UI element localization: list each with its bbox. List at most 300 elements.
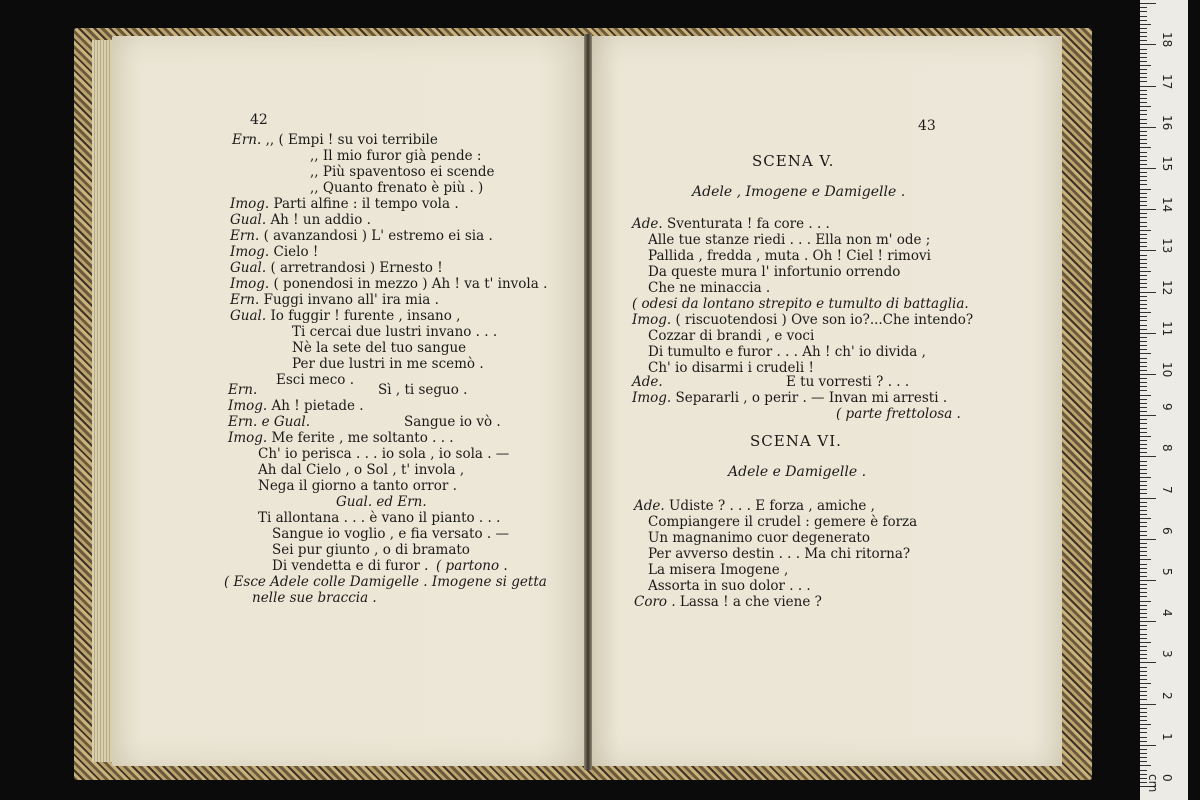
ruler-tick (1140, 320, 1147, 321)
line-text: Ah ! un addio . (270, 212, 371, 228)
ruler-tick (1140, 683, 1151, 684)
line-text: ( riscuotendosi ) Ove son io?...Che intendo? (675, 312, 974, 328)
ruler-tick (1140, 222, 1147, 223)
verse-line (634, 594, 822, 610)
ruler-tick (1140, 312, 1151, 313)
verse-line (310, 180, 483, 196)
ruler-tick (1140, 625, 1147, 626)
ruler-label: 9 (1160, 403, 1174, 411)
ruler-tick (1140, 568, 1147, 569)
verse-line (648, 280, 770, 296)
line-text: ( arretrandosi ) Ernesto ! (270, 260, 443, 276)
ruler-tick (1140, 498, 1156, 499)
ruler-tick (1140, 32, 1147, 33)
ruler-tick (1140, 465, 1147, 466)
ruler-tick (1140, 662, 1156, 663)
verse-line (232, 132, 438, 148)
line-text: Sangue io voglio , e fia versato . — (272, 526, 509, 542)
ruler-tick (1140, 226, 1147, 227)
ruler-tick (1140, 399, 1147, 400)
line-text: Cielo ! (273, 244, 319, 260)
ruler-tick (1140, 28, 1147, 29)
verse-line (230, 196, 459, 212)
line-text: La misera Imogene , (648, 562, 789, 578)
ruler-tick (1140, 547, 1147, 548)
ruler-tick (1140, 366, 1147, 367)
verse-line (292, 340, 466, 356)
line-text: Nè la sete del tuo sangue (292, 340, 467, 356)
verse-line (648, 546, 910, 562)
ruler-tick (1140, 102, 1147, 103)
ruler-tick (1140, 168, 1156, 169)
ruler-tick (1140, 543, 1147, 544)
ruler-tick (1140, 86, 1156, 87)
ruler-tick (1140, 49, 1147, 50)
line-text: Ti allontana . . . è vano il pianto . . . (258, 510, 501, 526)
ruler-label: 4 (1160, 609, 1174, 617)
ruler-tick (1140, 745, 1156, 746)
line-text: Da queste mura l' infortunio orrendo (648, 264, 901, 280)
ruler-tick (1140, 720, 1147, 721)
line-text: Io fuggir ! furente , insano , (270, 308, 461, 324)
verse-line (336, 494, 427, 510)
ruler-tick (1140, 716, 1147, 717)
verse-line (632, 296, 969, 312)
line-text: Ti cercai due lustri invano . . . (292, 324, 498, 340)
ruler-tick (1140, 473, 1147, 474)
ruler-tick (1140, 654, 1147, 655)
line-text: Udiste ? . . . E forza , amiche , (668, 498, 875, 514)
verse-line (228, 414, 501, 430)
line-text: Assorta in suo dolor . . . (648, 578, 811, 594)
verse-line (310, 164, 495, 180)
ruler-tick (1140, 238, 1147, 239)
ruler-tick (1140, 539, 1156, 540)
ruler-tick (1140, 197, 1147, 198)
ruler-tick (1140, 749, 1147, 750)
verse-line (230, 212, 371, 228)
ruler-tick (1140, 152, 1147, 153)
page-number-left: 42 (250, 112, 268, 128)
verse-line (230, 228, 493, 244)
ruler-tick (1140, 712, 1147, 713)
ruler-tick (1140, 526, 1147, 527)
verse-line (258, 510, 500, 526)
speaker-name: Imog. (230, 244, 274, 260)
ruler-tick (1140, 205, 1147, 206)
ruler-tick (1140, 650, 1147, 651)
line-text: Me ferite , me soltanto . . . (271, 430, 454, 446)
verse-line (634, 498, 875, 514)
ruler-tick (1140, 287, 1147, 288)
ruler-tick (1140, 753, 1147, 754)
ruler-tick (1140, 349, 1147, 350)
ruler-label: 3 (1160, 650, 1174, 659)
ruler-tick (1140, 584, 1147, 585)
ruler-tick (1140, 81, 1147, 82)
ruler-tick (1140, 510, 1147, 511)
ruler-tick (1140, 699, 1147, 700)
ruler-tick (1140, 502, 1147, 503)
verse-line (632, 374, 909, 390)
ruler-tick (1140, 24, 1151, 25)
ruler-tick (1140, 588, 1147, 589)
book-gutter (584, 34, 592, 770)
scene-vi-cast: Adele e Damigelle . (728, 464, 867, 480)
verse-line (648, 578, 811, 594)
ruler-tick (1140, 329, 1147, 330)
ruler-tick (1140, 423, 1147, 424)
speaker-name: Ern. e Gual. (228, 414, 311, 430)
line-text: Sei pur giunto , o di bramato (272, 542, 470, 558)
verse-line (258, 462, 464, 478)
verse-line (310, 148, 481, 164)
ruler-label: 16 (1160, 114, 1174, 131)
line-text: ( avanzandosi ) L' estremo ei sia . (263, 228, 493, 244)
line-text: E tu vorresti ? . . . (786, 374, 910, 390)
line-text: Parti alfine : il tempo vola . (273, 196, 459, 212)
ruler-tick (1140, 395, 1151, 396)
ruler-tick (1140, 765, 1151, 766)
line-text: ,, Il mio furor già pende : (310, 148, 482, 164)
ruler-tick (1140, 493, 1147, 494)
line-text: Alle tue stanze riedi . . . Ella non m' ode ; (648, 232, 931, 248)
ruler-tick (1140, 143, 1147, 144)
ruler-label: 12 (1160, 279, 1174, 295)
ruler-tick (1140, 477, 1151, 478)
line-text: ,, Quanto frenato è più . ) (310, 180, 484, 196)
ruler-tick (1140, 114, 1147, 115)
line-text: Sì , ti seguo . (378, 382, 468, 398)
line-text: ( Esce Adele colle Damigelle . Imogene si getta (224, 574, 547, 590)
ruler-tick (1140, 362, 1147, 363)
verse-line (230, 292, 439, 308)
line-text: Che ne minaccia . (648, 280, 771, 296)
line-text: Di vendetta e di furor . (272, 558, 429, 574)
verse-line (648, 344, 926, 360)
ruler-tick (1140, 308, 1147, 309)
ruler-tick (1140, 432, 1147, 433)
ruler-tick (1140, 119, 1147, 120)
ruler-tick (1140, 69, 1147, 70)
ruler-tick (1140, 485, 1147, 486)
ruler-label: 5 (1160, 568, 1174, 576)
ruler-tick (1140, 20, 1147, 21)
ruler-tick (1140, 687, 1147, 688)
line-text: Cozzar di brandi , e voci (648, 328, 815, 344)
ruler-tick (1140, 390, 1147, 391)
ruler-tick (1140, 551, 1147, 552)
ruler-tick (1140, 456, 1156, 457)
ruler-label: 6 (1160, 526, 1174, 535)
ruler-tick (1140, 123, 1147, 124)
line-text: Lassa ! a che viene ? (679, 594, 822, 610)
ruler-label: 13 (1160, 238, 1174, 254)
ruler-tick (1140, 469, 1147, 470)
ruler-tick (1140, 16, 1147, 17)
ruler-tick (1140, 147, 1151, 148)
verse-line (632, 216, 830, 232)
verse-line (292, 356, 484, 372)
ruler-tick (1140, 522, 1147, 523)
line-text: Sangue io vò . (404, 414, 501, 430)
ruler-tick (1140, 679, 1147, 680)
ruler-label: 0 cm (1146, 774, 1174, 793)
ruler-tick (1140, 436, 1151, 437)
line-text: Ah ! pietade . (271, 398, 364, 414)
verse-line (252, 590, 377, 606)
ruler-tick (1140, 646, 1147, 647)
speaker-name: Ade. (632, 216, 667, 232)
line-text: Esci meco . (276, 372, 355, 388)
ruler-tick (1140, 333, 1156, 334)
ruler-tick (1140, 667, 1147, 668)
ruler-tick (1140, 209, 1156, 210)
ruler-tick (1140, 110, 1147, 111)
line-text: Di tumulto e furor . . . Ah ! ch' io divida , (648, 344, 926, 360)
ruler-label: 11 (1160, 320, 1174, 337)
ruler-label: 10 (1160, 362, 1174, 378)
ruler-tick (1140, 634, 1147, 635)
verse-line (648, 264, 900, 280)
ruler-tick (1140, 419, 1147, 420)
line-text: Ch' io perisca . . . io sola , io sola . — (258, 446, 510, 462)
speaker-name: Imog. (230, 276, 274, 292)
ruler-tick (1140, 708, 1147, 709)
ruler-tick (1140, 770, 1147, 771)
line-text: ,, ( Empi ! su voi terribile (265, 132, 438, 148)
ruler-tick (1140, 518, 1151, 519)
ruler-tick (1140, 675, 1147, 676)
ruler-tick (1140, 53, 1147, 54)
ruler-tick (1140, 131, 1147, 132)
ruler-tick (1140, 246, 1147, 247)
ruler-tick (1140, 452, 1147, 453)
ruler-tick (1140, 57, 1147, 58)
ruler-tick (1140, 407, 1147, 408)
speaker-name: Ern. (230, 228, 264, 244)
scene-v-cast: Adele , Imogene e Damigelle . (692, 184, 906, 200)
ruler-tick (1140, 613, 1147, 614)
ruler-tick (1140, 77, 1147, 78)
ruler-tick (1140, 440, 1147, 441)
ruler-tick (1140, 535, 1147, 536)
ruler-tick (1140, 695, 1147, 696)
ruler-label: 2 (1160, 691, 1174, 700)
ruler-tick (1140, 156, 1147, 157)
verse-line (224, 574, 547, 590)
ruler-tick (1140, 564, 1147, 565)
verse-line (272, 542, 470, 558)
ruler-tick (1140, 250, 1156, 251)
ruler-tick (1140, 180, 1147, 181)
line-text: ( parte frettolosa . (836, 406, 961, 422)
ruler-tick (1140, 671, 1147, 672)
ruler-tick (1140, 172, 1147, 173)
ruler-tick (1140, 300, 1147, 301)
speaker-name: Ade. (632, 374, 663, 390)
ruler-tick (1140, 605, 1147, 606)
ruler-tick (1140, 217, 1147, 218)
verse-line (230, 260, 443, 276)
speaker-name: Imog. (632, 312, 676, 328)
ruler-tick (1140, 296, 1147, 297)
page-number-right: 43 (918, 118, 936, 134)
ruler-tick (1140, 572, 1147, 573)
ruler-tick (1140, 580, 1156, 581)
line-text: nelle sue braccia . (252, 590, 377, 606)
ruler-label: 8 (1160, 444, 1174, 453)
ruler-tick (1140, 73, 1147, 74)
ruler-tick (1140, 263, 1147, 264)
verse-line (228, 382, 467, 398)
ruler-tick (1140, 728, 1147, 729)
verse-line (632, 390, 947, 406)
ruler-tick (1140, 601, 1151, 602)
ruler-tick (1140, 36, 1147, 37)
ruler-tick (1140, 160, 1147, 161)
ruler-tick (1140, 761, 1147, 762)
line-text: Sventurata ! fa core . . . (666, 216, 830, 232)
ruler-tick (1140, 691, 1147, 692)
measuring-ruler (1140, 0, 1188, 800)
ruler-tick (1140, 658, 1147, 659)
line-text: Gual. ed Ern. (336, 494, 427, 510)
ruler-tick (1140, 7, 1147, 8)
ruler-tick (1140, 65, 1151, 66)
ruler-tick (1140, 374, 1156, 375)
verse-line (228, 398, 364, 414)
ruler-tick (1140, 11, 1147, 12)
line-text: ,, Più spaventoso ei scende (310, 164, 495, 180)
ruler-tick (1140, 642, 1151, 643)
ruler-tick (1140, 732, 1147, 733)
line-text: ( partono . (436, 558, 508, 574)
ruler-tick (1140, 629, 1147, 630)
speaker-name: Gual. (230, 260, 271, 276)
line-text: ( ponendosi in mezzo ) Ah ! va t' invola . (273, 276, 548, 292)
ruler-tick (1140, 596, 1147, 597)
ruler-tick (1140, 592, 1147, 593)
verse-line (836, 406, 961, 422)
ruler-tick (1140, 189, 1151, 190)
ruler-tick (1140, 737, 1147, 738)
ruler-tick (1140, 609, 1147, 610)
ruler-tick (1140, 259, 1147, 260)
speaker-name: Gual. (230, 212, 271, 228)
verse-line (632, 312, 973, 328)
ruler-tick (1140, 506, 1147, 507)
ruler-tick (1140, 353, 1151, 354)
ruler-tick (1140, 275, 1147, 276)
verse-line (648, 328, 814, 344)
ruler-label: 14 (1160, 197, 1174, 213)
ruler-tick (1140, 576, 1147, 577)
ruler-tick (1140, 382, 1147, 383)
ruler-tick (1140, 370, 1147, 371)
ruler-tick (1140, 555, 1147, 556)
ruler-tick (1140, 242, 1147, 243)
ruler-tick (1140, 176, 1147, 177)
ruler-tick (1140, 193, 1147, 194)
scene-v-heading: SCENA V. (752, 152, 835, 170)
speaker-name: Imog. (228, 430, 272, 446)
line-text: Nega il giorno a tanto orror . (258, 478, 457, 494)
ruler-tick (1140, 704, 1156, 705)
ruler-tick (1140, 184, 1147, 185)
ruler-tick (1140, 514, 1147, 515)
line-text: Per avverso destin . . . Ma chi ritorna? (648, 546, 911, 562)
verse-line (230, 276, 547, 292)
speaker-name: Gual. (230, 308, 271, 324)
ruler-tick (1140, 127, 1156, 128)
ruler-tick (1140, 316, 1147, 317)
ruler-tick (1140, 448, 1147, 449)
scene-vi-heading: SCENA VI. (750, 432, 842, 450)
line-text: Un magnanimo cuor degenerato (648, 530, 870, 546)
ruler-label: 1 (1160, 732, 1174, 741)
speaker-name: Imog. (230, 196, 274, 212)
ruler-tick (1140, 283, 1147, 284)
line-text: Ch' io disarmi i crudeli ! (648, 360, 814, 376)
speaker-name: Coro . (634, 594, 680, 610)
line-text: ( odesi da lontano strepito e tumulto di battaglia. (632, 296, 969, 312)
ruler-tick (1140, 255, 1147, 256)
ruler-tick (1140, 337, 1147, 338)
ruler-tick (1140, 411, 1147, 412)
speaker-name: Imog. (632, 390, 676, 406)
verse-line (228, 430, 454, 446)
verse-line (648, 530, 870, 546)
ruler-tick (1140, 230, 1151, 231)
line-text: Per due lustri in me scemò . (292, 356, 484, 372)
verse-line (648, 562, 788, 578)
speaker-name: Imog. (228, 398, 272, 414)
ruler-tick (1140, 164, 1147, 165)
ruler-tick (1140, 489, 1147, 490)
ruler-label: 17 (1160, 73, 1174, 89)
ruler-tick (1140, 386, 1147, 387)
verse-line (272, 526, 509, 542)
ruler-tick (1140, 481, 1147, 482)
ruler-tick (1140, 358, 1147, 359)
speaker-name: Ern. (232, 132, 266, 148)
line-text: Fuggi invano all' ira mia . (263, 292, 439, 308)
verse-line (258, 478, 457, 494)
ruler-tick (1140, 271, 1151, 272)
ruler-tick (1140, 98, 1147, 99)
line-text: Compiangere il crudel : gemere è forza (648, 514, 918, 530)
line-text: Separarli , o perir . — Invan mi arresti . (675, 390, 948, 406)
verse-line (648, 232, 930, 248)
ruler-tick (1140, 559, 1151, 560)
ruler-tick (1140, 378, 1147, 379)
ruler-tick (1140, 94, 1147, 95)
ruler-tick (1140, 341, 1147, 342)
ruler-tick (1140, 40, 1147, 41)
ruler-tick (1140, 444, 1147, 445)
ruler-tick (1140, 135, 1147, 136)
verse-line (648, 514, 917, 530)
ruler-tick (1140, 201, 1147, 202)
line-text: Ah dal Cielo , o Sol , t' invola , (258, 462, 465, 478)
ruler-tick (1140, 617, 1147, 618)
verse-line (230, 308, 460, 324)
ruler-tick (1140, 724, 1151, 725)
ruler-tick (1140, 428, 1147, 429)
ruler-tick (1140, 531, 1147, 532)
ruler-tick (1140, 345, 1147, 346)
